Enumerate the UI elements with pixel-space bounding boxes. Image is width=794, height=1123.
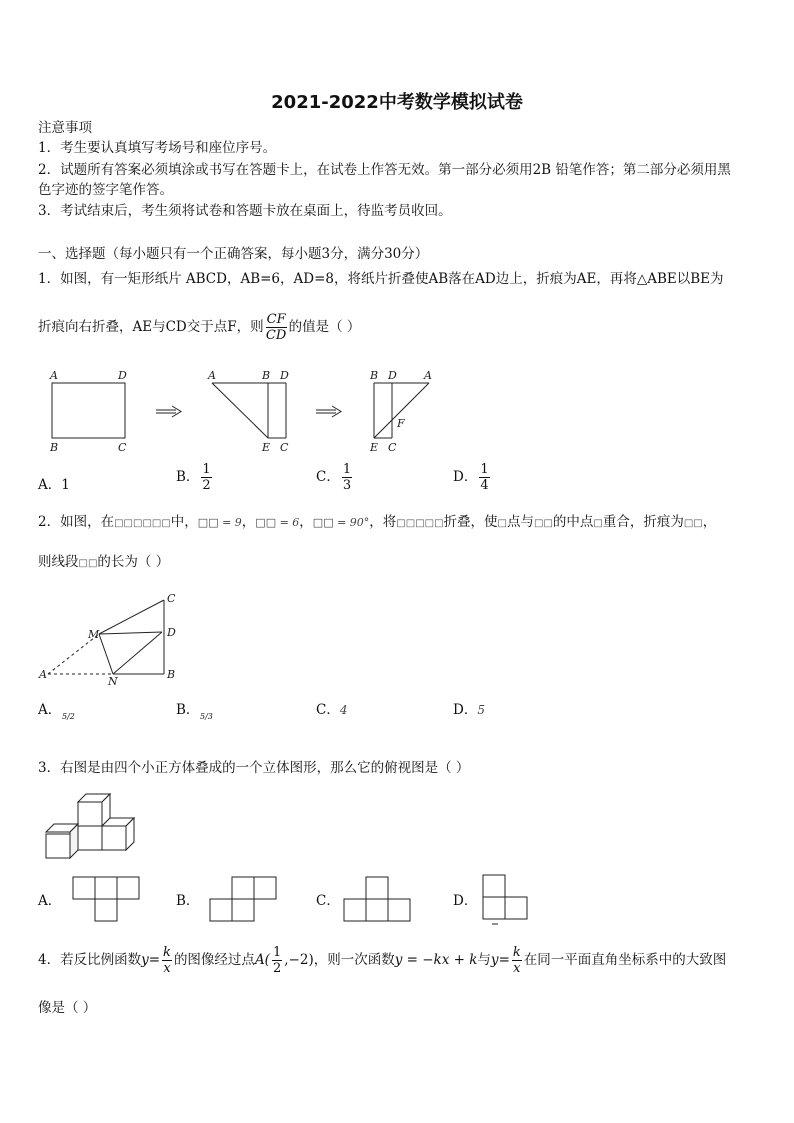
q2-fig-line-md [99, 632, 162, 634]
q1-fig1-label-c: C [118, 441, 127, 454]
exam-title: 2021-2022中考数学模拟试卷 [271, 92, 523, 113]
q1-option-b[interactable] [176, 462, 214, 493]
notice-heading: 注意事项 [38, 120, 92, 136]
q3-option-c[interactable]: C． [316, 893, 340, 909]
q2-option-d[interactable] [453, 698, 485, 718]
q2-t6: 的中点 [552, 514, 594, 530]
q1-option-d-den: 4 [480, 478, 489, 493]
q4-text-line1 [38, 942, 726, 978]
q2-text-line1: 2．如图，在□□□□□□中，□□ = 9，□□ = 6，□□ = 90°，将□□□□□折叠，使□点与□□的中点□重合，折痕为□□， [38, 514, 717, 530]
q2-missing-glyphs-5: □ [593, 518, 603, 529]
q2-figure [38, 590, 188, 685]
q1-fig2-label-d: D [280, 369, 289, 382]
q1-fig1-label-a: A [50, 369, 58, 382]
q1-fig3-label-d: D [388, 369, 397, 382]
q4-half-num: 1 [272, 945, 282, 960]
q1-fig2-label-a: A [208, 369, 216, 382]
q4-y: y [141, 952, 149, 968]
q2-fig-label-n: N [108, 675, 118, 685]
q1-option-d-num: 1 [480, 462, 489, 477]
q1-text-line1: 1．如图，有一矩形纸片 ABCD，AB=6，AD=8，将纸片折叠使AB落在AD边上，折痕为AE，再将△ABE以BE为 [38, 271, 724, 287]
notice-item-1: 1．考生要认真填写考场号和座位序号。 [38, 140, 277, 156]
q2-missing-glyphs-1: □□□□□□ [114, 518, 171, 529]
q1-text-part-a: 折痕向右折叠，AE与CD交于点F，则 [38, 319, 264, 335]
q3-option-a-view [72, 876, 140, 922]
q4-eq: = [148, 952, 161, 968]
q4-t3: ，则一次函数 [313, 952, 395, 968]
q2-expr-2: □□ = 6 [255, 516, 300, 529]
q1-option-b-den: 2 [202, 478, 211, 493]
q2-missing-glyphs-7: □□ [78, 558, 98, 569]
q3-option-a[interactable]: A． [38, 893, 62, 909]
q1-fig2-label-c: C [280, 441, 289, 454]
q1-option-b-num: 1 [202, 462, 211, 477]
q4-frac-kx-2 [512, 945, 522, 976]
q2-option-c[interactable] [316, 698, 347, 718]
q2-fig-line-mn [99, 634, 113, 674]
q1-fig2 [212, 383, 286, 438]
q2-option-a[interactable] [38, 698, 61, 718]
q4-frac-x2: x [513, 961, 521, 976]
q2-option-d-value: 5 [477, 703, 485, 717]
q2-missing-glyphs-3: □ [497, 518, 507, 529]
q4-eq2: = [498, 952, 510, 968]
q1-frac-den: CD [265, 328, 287, 343]
q4-half-den: 2 [272, 961, 282, 976]
q4-frac-half [272, 945, 282, 976]
q1-fig3-label-e: E [370, 441, 379, 454]
q1-text-part-b: 的值是（ ） [288, 319, 361, 335]
q3-option-c-view [343, 876, 413, 922]
q2-t3: ，将 [369, 514, 397, 530]
q1-figure [40, 365, 450, 455]
q2-fig-line-cm [99, 600, 164, 634]
q1-option-c-den: 3 [342, 478, 352, 493]
q2-fig-label-a: A [39, 668, 47, 681]
q2-expr-1: □□ = 9 [197, 516, 242, 529]
section-heading: 一、选择题（每小题只有一个正确答案，每小题3分，满分30分） [38, 246, 429, 262]
q2-missing-glyphs-4: □□ [534, 518, 553, 529]
q2-t2: 中， [170, 514, 198, 530]
q2-option-a-label: A． [38, 702, 62, 718]
q1-option-a-label: A． [38, 477, 62, 493]
q2-missing-glyphs-2: □□□□□ [396, 518, 444, 529]
q2-option-d-label: D． [453, 702, 478, 718]
q4-text-line2: 像是（ ） [38, 1000, 97, 1016]
q4-t2: 的图像经过点 [173, 952, 255, 968]
q2-option-b[interactable] [176, 698, 199, 718]
q1-option-b-label: B． [176, 469, 200, 485]
q1-fig3-label-b: B [370, 369, 379, 382]
q1-option-c-frac [342, 462, 352, 493]
q1-option-c-label: C． [316, 469, 340, 485]
q2-expr-3: □□ = 90° [312, 516, 370, 529]
q4-t5: 在同一平面直角坐标系中的大致图 [523, 952, 727, 968]
q1-option-a[interactable] [38, 473, 70, 493]
q1-fig3-label-f: F [397, 417, 405, 430]
q2-option-b-label: B． [176, 702, 200, 718]
q4-frac-k2: k [512, 945, 521, 960]
q1-fraction [266, 312, 287, 343]
q2-fig-line-nd [113, 632, 162, 674]
q4-point-rest: ,−2) [284, 952, 314, 968]
q2-option-b-value: 5/3 [200, 712, 213, 721]
q1-arrow-1 [156, 406, 181, 417]
q2-t9: 则线段 [38, 554, 79, 570]
q2-t10: 的长为（ ） [97, 554, 170, 570]
q4-point-a: A( [254, 952, 270, 968]
q2-text-line2 [38, 552, 169, 574]
q1-fig2-label-b: B [262, 369, 271, 382]
q2-option-c-label: C． [316, 702, 340, 718]
q2-fig-label-m: M [88, 628, 100, 641]
q1-fig1-rect [52, 383, 125, 438]
q3-option-b-view [208, 876, 278, 922]
q1-option-b-frac [201, 462, 211, 493]
q3-cube-figure [40, 790, 140, 862]
q2-fig-label-b: B [167, 668, 176, 681]
q1-option-c[interactable] [316, 462, 354, 493]
q1-option-d-frac [479, 462, 489, 493]
q4-frac-x: x [163, 961, 171, 976]
q3-text: 3．右图是由四个小正方体叠成的一个立体图形，那么它的俯视图是（ ） [38, 760, 470, 776]
q4-frac-kx [162, 945, 172, 976]
q2-t8: ， [702, 514, 717, 530]
q1-option-a-value: 1 [61, 477, 70, 493]
q4-linear: y = −kx + k [394, 952, 478, 968]
notice-item-2-cont: 色字迹的签字笔作答。 [38, 182, 173, 198]
q1-fig1-label-d: D [118, 369, 127, 382]
q4-y2: y [490, 952, 499, 968]
q2-missing-glyphs-6: □□ [683, 518, 703, 529]
q1-fig3-label-a: A [424, 369, 432, 382]
q2-t4: 折叠，使 [443, 514, 498, 530]
q1-fig3-label-c: C [388, 441, 397, 454]
notice-item-2: 2．试题所有答案必须填涂或书写在答题卡上，在试卷上作答无效。第一部分必须用2B 铅笔作答；第二部分必须用黑 [38, 162, 731, 178]
q2-t7: 重合，折痕为 [602, 514, 684, 530]
q1-text-line2 [38, 310, 360, 344]
q1-frac-num: CF [266, 312, 286, 327]
q4-t1: 4．若反比例函数 [38, 952, 142, 968]
q2-fig-label-d: D [167, 626, 176, 639]
q2-t5: 点与 [507, 514, 534, 530]
q2-option-a-value: 5/2 [62, 712, 75, 721]
q2-t1: 2．如图，在 [38, 514, 115, 530]
q1-option-c-num: 1 [342, 462, 352, 477]
notice-item-3: 3．考试结束后，考生须将试卷和答题卡放在桌面上，待监考员收回。 [38, 203, 452, 219]
q4-t4: 与 [477, 952, 491, 968]
q2-option-c-value: 4 [339, 703, 348, 717]
q1-option-d[interactable] [453, 462, 492, 493]
q4-frac-k: k [163, 945, 171, 960]
q1-arrow-2 [316, 406, 341, 417]
q1-option-d-label: D． [453, 469, 478, 485]
q1-fig1-label-b: B [50, 441, 59, 454]
q3-option-d-view [482, 874, 530, 926]
q3-option-d[interactable]: D． [453, 893, 478, 909]
q2-fig-label-c: C [167, 592, 176, 605]
q1-fig2-label-e: E [262, 441, 271, 454]
q3-option-b[interactable]: B． [176, 893, 200, 909]
